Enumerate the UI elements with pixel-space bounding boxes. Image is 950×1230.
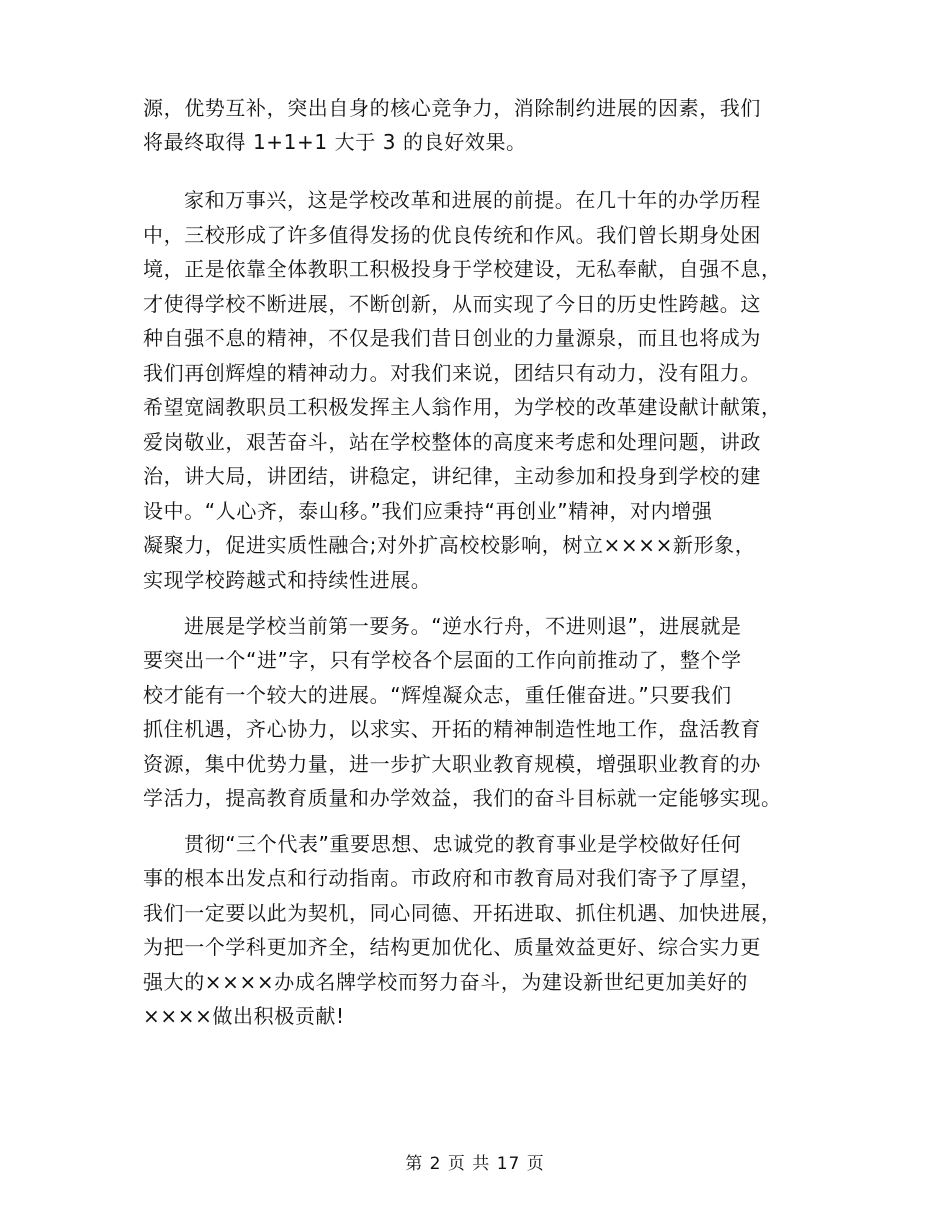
text-line: 中，三校形成了许多值得发扬的优良传统和作风。我们曾长期身处困 xyxy=(143,223,761,247)
text-line: 境，正是依靠全体教职工积极投身于学校建设，无私奉献，自强不息， xyxy=(143,257,782,281)
text-line: 设中。“人心齐，泰山移。”我们应秉持“再创业”精神，对内增强 xyxy=(143,499,713,523)
text-line: 事的根本出发点和行动指南。市政府和市教育局对我们寄予了厚望， xyxy=(143,866,761,890)
text-line: 凝聚力，促进实质性融合;对外扩高校校影响，树立××××新形象， xyxy=(143,533,756,557)
text-line: 校才能有一个较大的进展。“辉煌凝众志，重任催奋进。”只要我们 xyxy=(143,683,732,707)
paragraph-first-line: 贯彻“三个代表”重要思想、忠诚党的教育事业是学校做好任何 xyxy=(184,832,742,856)
text-line: 抓住机遇，齐心协力，以求实、开拓的精神制造性地工作，盘活教育 xyxy=(143,717,761,741)
text-line: 治，讲大局，讲团结，讲稳定，讲纪律，主动参加和投身到学校的建 xyxy=(143,464,761,488)
text-line: 希望宽阔教职员工积极发挥主人翁作用，为学校的改革建设献计献策， xyxy=(143,395,782,419)
page-number-footer: 第 2 页 共 17 页 xyxy=(405,1154,545,1174)
text-line: 实现学校跨越式和持续性进展。 xyxy=(143,568,432,592)
paragraph-first-line: 家和万事兴，这是学校改革和进展的前提。在几十年的办学历程 xyxy=(184,188,761,212)
text-line: 为把一个学科更加齐全，结构更加优化、质量效益更好、综合实力更 xyxy=(143,935,761,959)
text-line: 种自强不息的精神，不仅是我们昔日创业的力量源泉，而且也将成为 xyxy=(143,326,761,350)
text-line: 强大的××××办成名牌学校而努力奋斗，为建设新世纪更加美好的 xyxy=(143,970,749,994)
text-line: 将最终取得 1+1+1 大于 3 的良好效果。 xyxy=(143,130,527,154)
text-line: 才使得学校不断进展，不断创新，从而实现了今日的历史性跨越。这 xyxy=(143,292,761,316)
text-line: 资源，集中优势力量，进一步扩大职业教育规模，增强职业教育的办 xyxy=(143,752,761,776)
text-line: 我们一定要以此为契机，同心同德、开拓进取、抓住机遇、加快进展， xyxy=(143,901,782,925)
text-line: 要突出一个“进”字，只有学校各个层面的工作向前推动了，整个学 xyxy=(143,648,742,672)
text-line: ××××做出积极贡献! xyxy=(143,1004,345,1028)
text-line: 我们再创辉煌的精神动力。对我们来说，团结只有动力，没有阻力。 xyxy=(143,361,761,385)
text-line: 学活力，提高教育质量和办学效益，我们的奋斗目标就一定能够实现。 xyxy=(143,786,782,810)
paragraph-first-line: 进展是学校当前第一要务。“逆水行舟，不进则退”，进展就是 xyxy=(184,614,742,638)
text-line: 源，优势互补，突出自身的核心竞争力，消除制约进展的因素，我们 xyxy=(143,96,761,120)
text-line: 爱岗敬业，艰苦奋斗，站在学校整体的高度来考虑和处理问题，讲政 xyxy=(143,430,761,454)
